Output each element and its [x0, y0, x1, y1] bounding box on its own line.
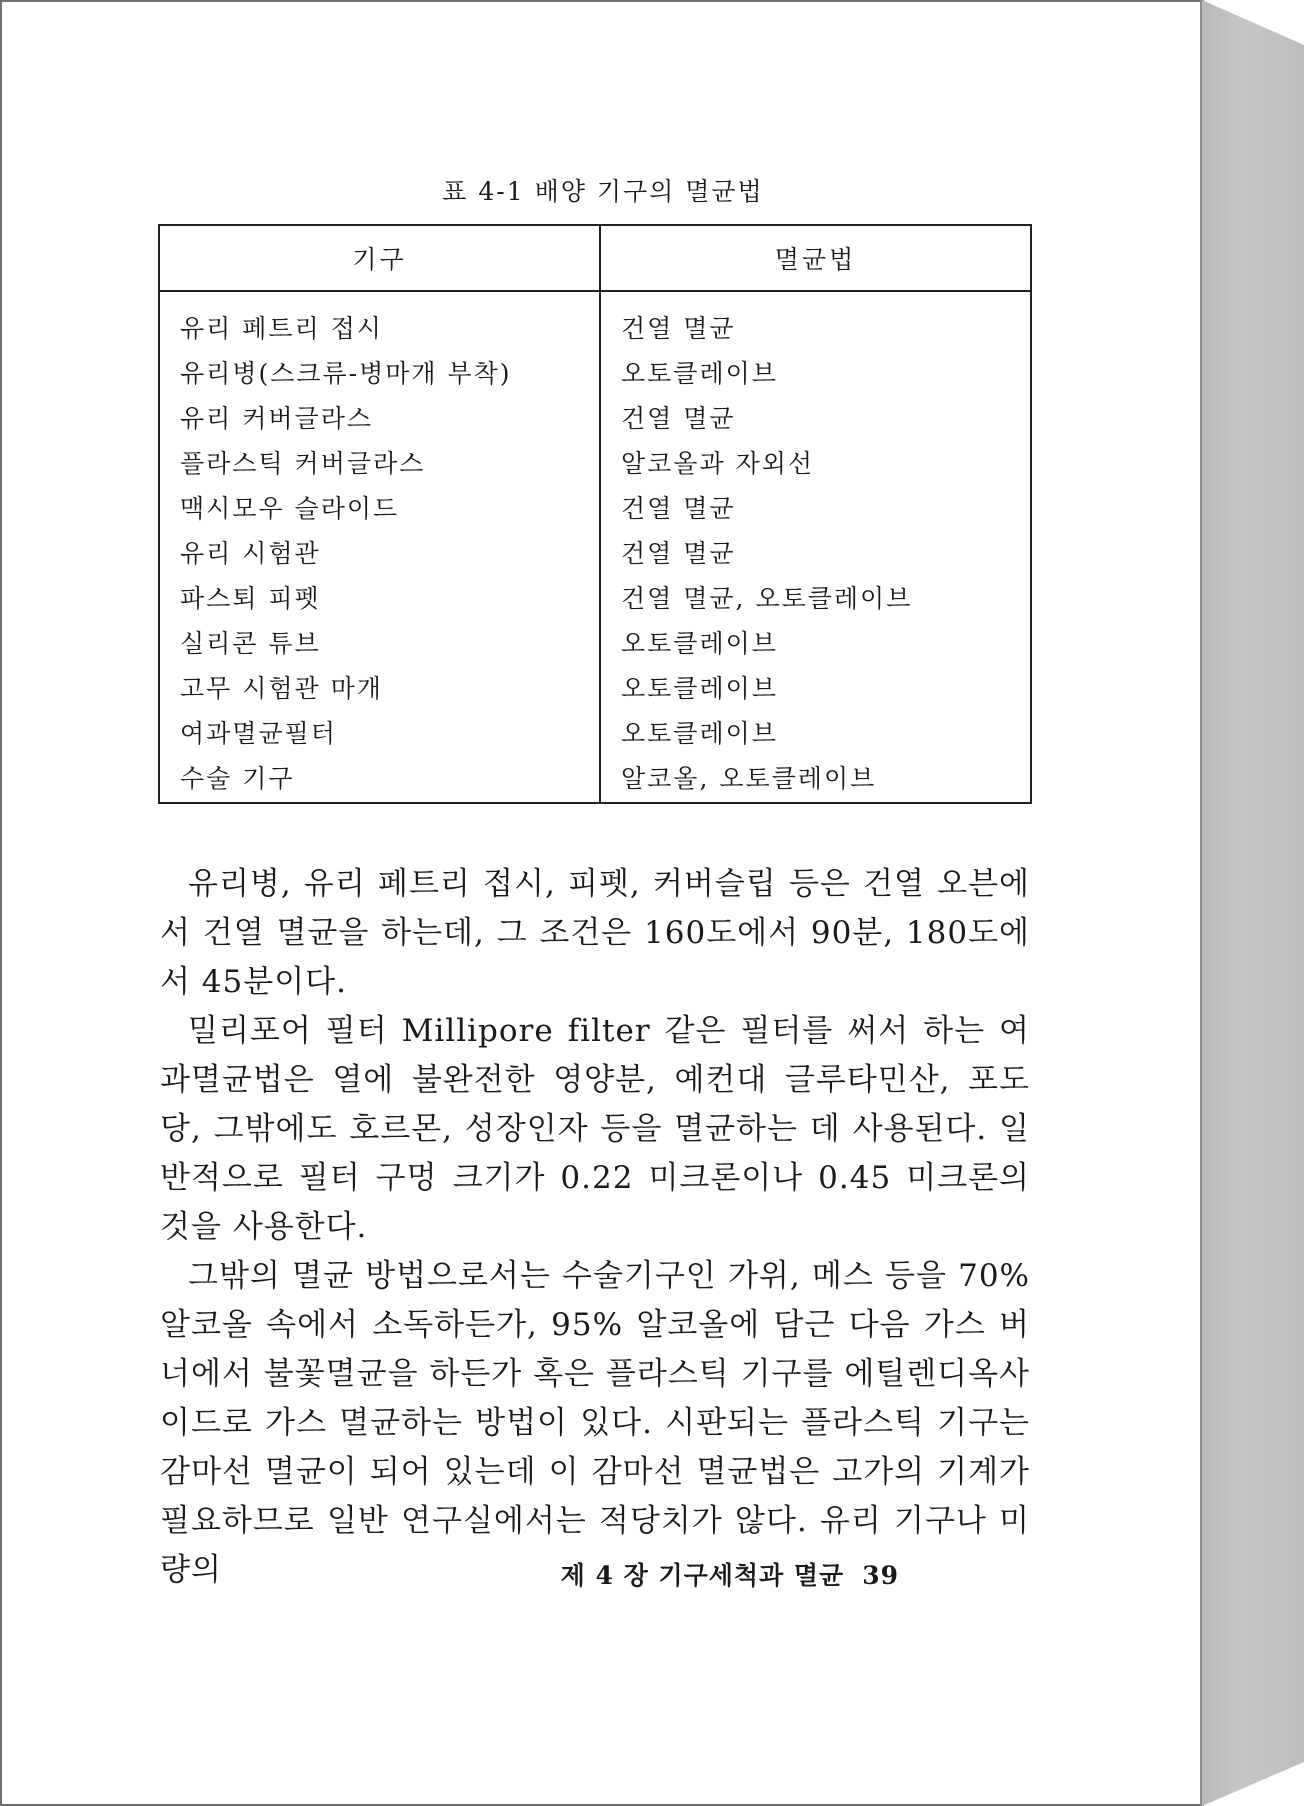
chapter-title: 제 4 장 기구세척과 멸균 — [560, 1561, 845, 1590]
instrument-item: 맥시모우 슬라이드 — [180, 494, 400, 523]
method-item: 오토클레이브 — [621, 719, 778, 748]
table-header-row — [159, 225, 1031, 291]
instrument-item: 여과멸균필터 — [180, 719, 337, 748]
instrument-item: 실리콘 튜브 — [180, 629, 321, 658]
instrument-item: 고무 시험관 마개 — [180, 674, 383, 703]
paragraph: 밀리포어 필터 Millipore filter 같은 필터를 써서 하는 여과멸균법은 열에 불완전한 영양분, 예컨대 글루타민산, 포도당, 그밖에도 호르몬, 성장인자 등을 멸균하는 데 사용된다. 일반적으로 필터 구멍 크기가 0.22 미크론이나 0.45 미크론의 것을 사용한다. — [160, 1013, 1030, 1245]
table-caption: 표 4-1 배양 기구의 멸균법 — [442, 177, 764, 206]
method-item: 건열 멸균 — [621, 404, 736, 433]
table-body-row — [159, 291, 1031, 803]
method-column — [600, 291, 1031, 803]
instrument-item: 수술 기구 — [180, 764, 295, 793]
header-instrument: 기구 — [159, 225, 600, 291]
method-item: 오토클레이브 — [621, 359, 778, 388]
instrument-item: 유리 커버글라스 — [180, 404, 373, 433]
method-item: 알코올과 자외선 — [621, 449, 814, 478]
method-item: 오토클레이브 — [621, 674, 778, 703]
paragraph: 유리병, 유리 페트리 접시, 피펫, 커버슬립 등은 건열 오븐에서 건열 멸균을 하는데, 그 조건은 160도에서 90분, 180도에서 45분이다. — [160, 866, 1030, 1000]
method-item: 오토클레이브 — [621, 629, 778, 658]
method-item: 알코올, 오토클레이브 — [621, 764, 877, 793]
instrument-column — [159, 291, 600, 803]
method-item: 건열 멸균 — [621, 314, 736, 343]
sterilization-table — [158, 224, 1032, 804]
book-spine — [1202, 0, 1304, 1806]
body-text — [160, 860, 1030, 1595]
instrument-item: 유리 시험관 — [180, 539, 321, 568]
instrument-item: 파스퇴 피펫 — [180, 584, 321, 613]
paragraph: 그밖의 멸균 방법으로서는 수술기구인 가위, 메스 등을 70% 알코올 속에서 소독하든가, 95% 알코올에 담근 다음 가스 버너에서 불꽃멸균을 하든가 혹은 플라스틱 기구를 에틸렌디옥사이드로 가스 멸균하는 방법이 있다. 시판되는 플라스틱 기구는 감마선 멸균이 되어 있는데 이 감마선 멸균법은 고가의 기계가 필요하므로 일반 연구실에서는 적당치가 않다. 유리 기구나 미량의 — [160, 1258, 1030, 1588]
page-footer — [561, 1556, 899, 1592]
method-item: 건열 멸균, 오토클레이브 — [621, 584, 913, 613]
instrument-item: 유리 페트리 접시 — [180, 314, 383, 343]
instrument-item: 플라스틱 커버글라스 — [180, 449, 426, 478]
method-item: 건열 멸균 — [621, 494, 736, 523]
instrument-list — [160, 292, 599, 801]
instrument-item: 유리병(스크류-병마개 부착) — [180, 359, 512, 388]
header-method: 멸균법 — [600, 225, 1031, 291]
method-list — [601, 292, 1030, 801]
page-number: 39 — [862, 1561, 899, 1590]
method-item: 건열 멸균 — [621, 539, 736, 568]
